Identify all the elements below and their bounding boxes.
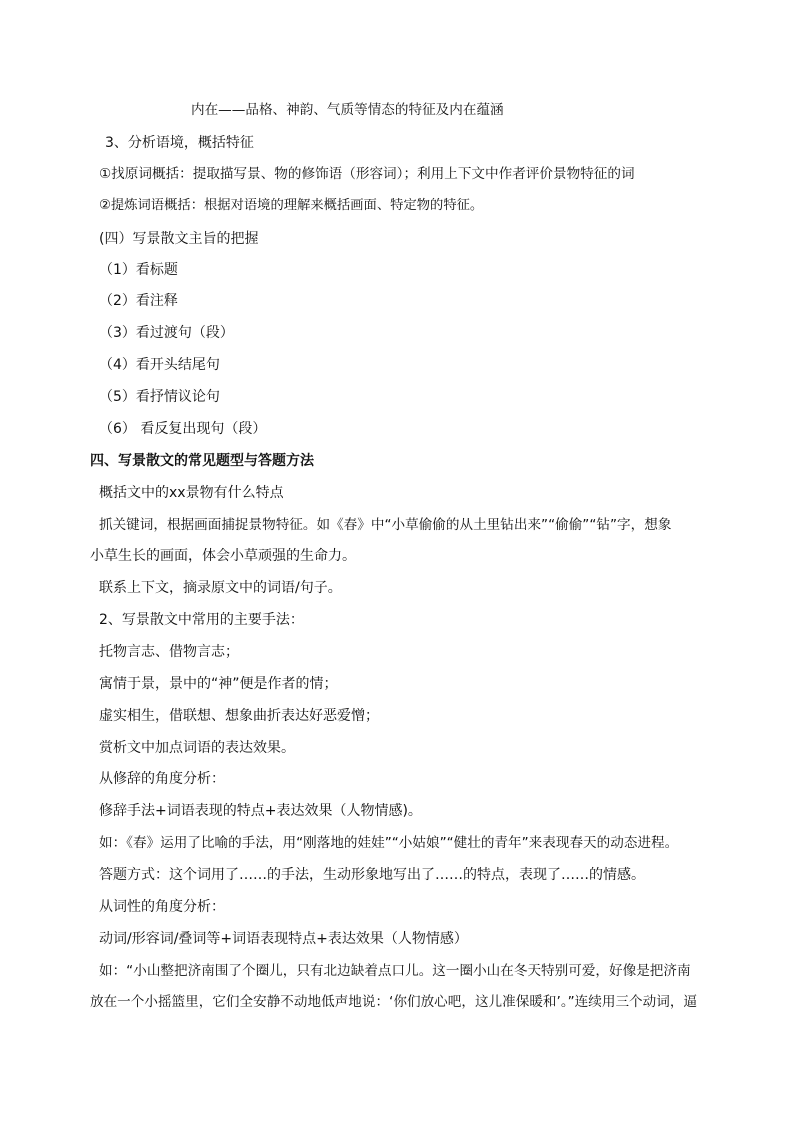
section-heading-question-types: 四、写景散文的常见题型与答题方法 xyxy=(90,453,314,469)
list-item-5: （5）看抒情议论句 xyxy=(99,389,220,405)
list-item-1: （1）看标题 xyxy=(99,262,178,278)
list-item-2: （2）看注释 xyxy=(99,293,178,309)
method-2-paragraph: ②提炼词语概括：根据对语境的理解来概括画面、特定物的特征。 xyxy=(99,198,484,213)
rhetoric-example: 如：《春》运用了比喻的手法，用“刚落地的娃娃”“小姑娘”“健壮的青年”来表现春天的动态进程。 xyxy=(99,835,679,851)
technique-3: 虚实相生，借联想、想象曲折表达好恶爱憎； xyxy=(99,708,379,724)
technique-2: 寓情于景，景中的“神”便是作者的情； xyxy=(99,676,338,692)
technique-4: 赏析文中加点词语的表达效果。 xyxy=(99,740,295,756)
example-jinan-line-2: 放在一个小摇篮里，它们全安静不动地低声地说：‘你们放心吧，这儿准保暖和’。”连续用三个动词，逼 xyxy=(90,994,698,1010)
paragraph-keywords-line-2: 小草生长的画面，体会小草顽强的生命力。 xyxy=(90,548,356,564)
section-2-heading: 2、写景散文中常用的主要手法： xyxy=(99,612,304,628)
technique-1: 托物言志、借物言志； xyxy=(99,644,239,660)
list-item-4: （4）看开头结尾句 xyxy=(99,357,220,373)
part-of-speech-heading: 从词性的角度分析： xyxy=(99,899,225,915)
example-jinan-line-1: 如：“小山整把济南围了个圈儿，只有北边缺着点口儿。这一圈小山在冬天特别可爱，好像是把济南 xyxy=(99,963,691,979)
answer-template: 答题方式：这个词用了……的手法，生动形象地写出了……的特点，表现了……的情感。 xyxy=(99,867,645,883)
subheading-inner-traits: 内在——品格、神韵、气质等情态的特征及内在蕴涵 xyxy=(191,102,504,118)
paragraph-keywords-line-1: 抓关键词，根据画面捕捉景物特征。如《春》中“小草偷偷的从土里钻出来”“偷偷”“钻”字，想象 xyxy=(99,517,672,533)
question-type-1: 概括文中的xx景物有什么特点 xyxy=(99,485,284,501)
paragraph-context: 联系上下文，摘录原文中的词语/句子。 xyxy=(99,580,342,596)
list-item-6: （6） 看反复出现句（段） xyxy=(99,421,267,437)
part-of-speech-formula: 动词/形容词/叠词等+词语表现特点+表达效果（人物情感） xyxy=(99,931,468,947)
list-item-3: （3）看过渡句（段） xyxy=(99,325,234,341)
section-3-heading: 3、分析语境，概括特征 xyxy=(105,135,254,151)
method-1-paragraph: ①找原词概括：提取描写景、物的修饰语（形容词）；利用上下文中作者评价景物特征的词 xyxy=(99,166,635,182)
rhetoric-heading: 从修辞的角度分析： xyxy=(99,771,225,787)
section-4-subheading: (四）写景散文主旨的把握 xyxy=(99,231,259,247)
rhetoric-formula: 修辞手法+词语表现的特点+表达效果（人物情感)。 xyxy=(99,803,422,819)
